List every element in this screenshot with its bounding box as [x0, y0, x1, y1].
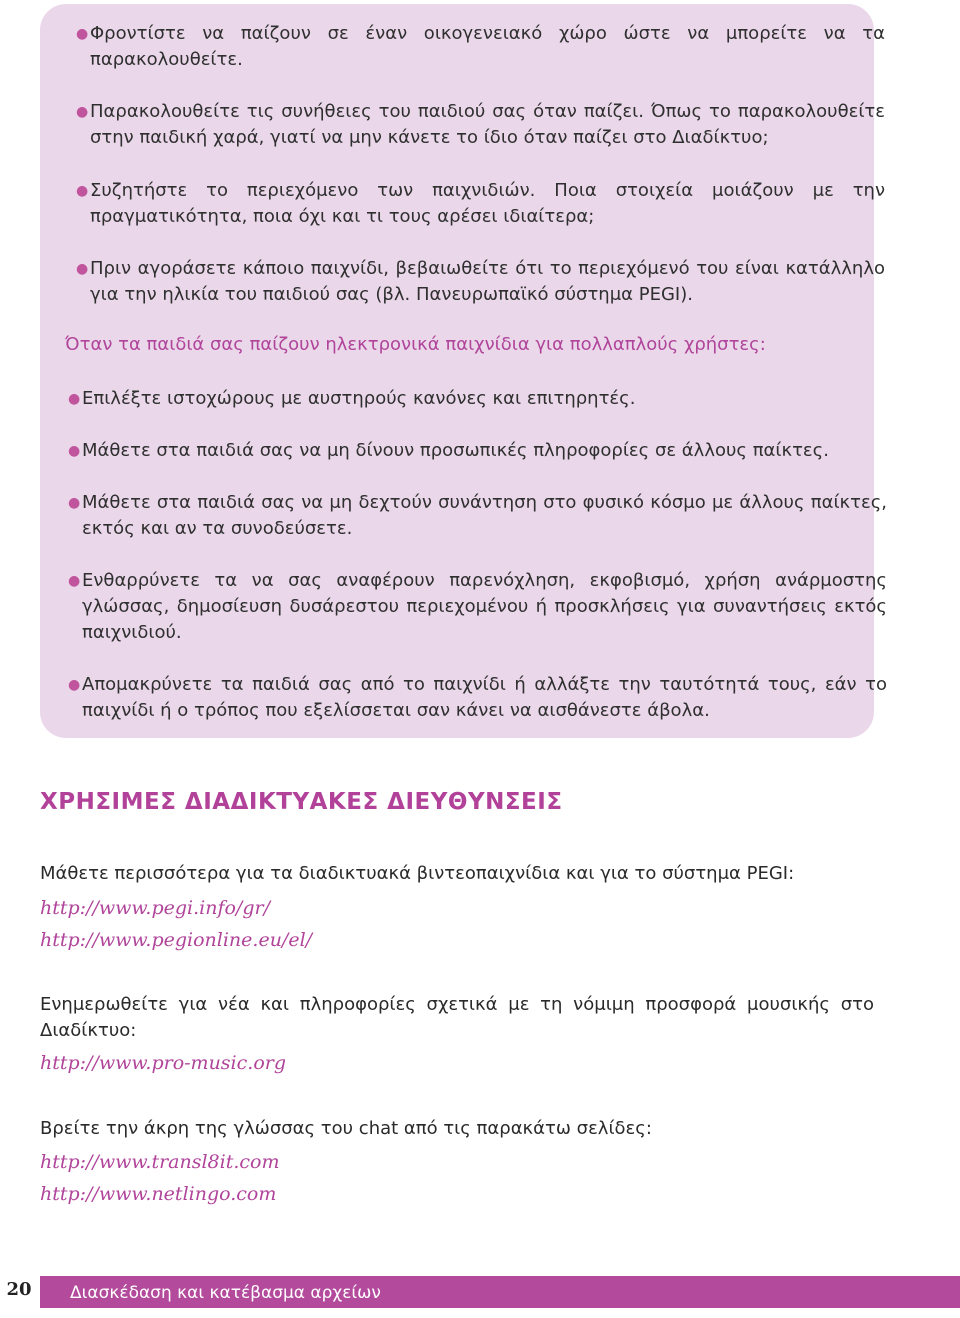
- list-item: ● Συζητήστε το περιεχόμενο των παιχνιδιών. Ποια στοιχεία μοιάζουν με την πραγματικότητα, ποια όχι και τι τους αρέσει ιδιαίτερα;: [76, 180, 885, 227]
- list-item: ● Επιλέξτε ιστοχώρους με αυστηρούς κανόνες και επιτηρητές.: [82, 386, 887, 412]
- tips-box: [40, 4, 887, 738]
- link-pegionline[interactable]: http://www.pegionline.eu/el/: [40, 929, 313, 951]
- bullet-icon: ●: [76, 26, 89, 42]
- link-pegi-info[interactable]: http://www.pegi.info/gr/: [40, 897, 270, 919]
- list-item: ● Πριν αγοράσετε κάποιο παιχνίδι, βεβαιωθείτε ότι το περιεχόμενό του είναι κατάλληλο για την ηλικία του παιδιού σας (βλ. Πανευρωπαϊκό σύστημα PEGI).: [76, 258, 885, 305]
- bullet-icon: ●: [68, 443, 81, 459]
- paragraph-music: Ενημερωθείτε για νέα και πληροφορίες σχετικά με τη νόμιμη προσφορά μουσικής στο Διαδίκτυο:: [40, 994, 874, 1041]
- section-heading: ΧΡΗΣΙΜΕΣ ΔΙΑΔΙΚΤΥΑΚΕΣ ΔΙΕΥΘΥΝΣΕΙΣ: [40, 789, 563, 815]
- list-item: ● Ενθαρρύνετε τα να σας αναφέρουν παρενόχληση, εκφοβισμό, χρήση ανάρμοστης γλώσσας, δημοσίευση δυσάρεστου περιεχομένου ή προσκλήσεις για συναντήσεις εκτός παιχνιδιού.: [68, 570, 887, 643]
- bullet-icon: ●: [76, 104, 89, 120]
- link-pro-music[interactable]: http://www.pro-music.org: [40, 1052, 286, 1074]
- bullet-icon: ●: [68, 573, 81, 589]
- list-item: ● Μάθετε στα παιδιά σας να μη δίνουν προσωπικές πληροφορίες σε άλλους παίκτες.: [82, 438, 887, 464]
- bullet-icon: ●: [76, 183, 89, 199]
- bullet-icon: ●: [68, 391, 81, 407]
- link-netlingo[interactable]: http://www.netlingo.com: [40, 1183, 277, 1205]
- list-item: ● Παρακολουθείτε τις συνήθειες του παιδιού σας όταν παίζει. Όπως το παρακολουθείτε στην παιδική χαρά, γιατί να μην κάνετε το ίδιο όταν παίζει στο Διαδίκτυο;: [76, 101, 885, 148]
- bullet-icon: ●: [68, 495, 81, 511]
- list-item: ● Μάθετε στα παιδιά σας να μη δεχτούν συνάντηση στο φυσικό κόσμο με άλλους παίκτες, εκτός και αν τα συνοδεύσετε.: [68, 492, 887, 539]
- bullet-icon: ●: [76, 261, 89, 277]
- paragraph-pegi: Μάθετε περισσότερα για τα διαδικτυακά βιντεοπαιχνίδια και για το σύστημα PEGI:: [40, 863, 795, 884]
- bullet-icon: ●: [68, 677, 81, 693]
- page-number: 20: [6, 1279, 32, 1300]
- list-item: ● Φροντίστε να παίζουν σε έναν οικογενειακό χώρο ώστε να μπορείτε να τα παρακολουθείτε.: [76, 23, 885, 70]
- list-item: ● Απομακρύνετε τα παιδιά σας από το παιχνίδι ή αλλάξτε την ταυτότητά τους, εάν το παιχνίδι ή ο τρόπος που εξελίσσεται σαν κάνει να αισθάνεστε άβολα.: [68, 674, 887, 721]
- footer-bar: [40, 1276, 960, 1308]
- paragraph-chat: Βρείτε την άκρη της γλώσσας του chat από τις παρακάτω σελίδες:: [40, 1118, 652, 1139]
- footer-title: Διασκέδαση και κατέβασμα αρχείων: [70, 1283, 381, 1303]
- multiplayer-heading: Όταν τα παιδιά σας παίζουν ηλεκτρονικά παιχνίδια για πολλαπλούς χρήστες:: [65, 334, 766, 355]
- link-transl8it[interactable]: http://www.transl8it.com: [40, 1151, 280, 1173]
